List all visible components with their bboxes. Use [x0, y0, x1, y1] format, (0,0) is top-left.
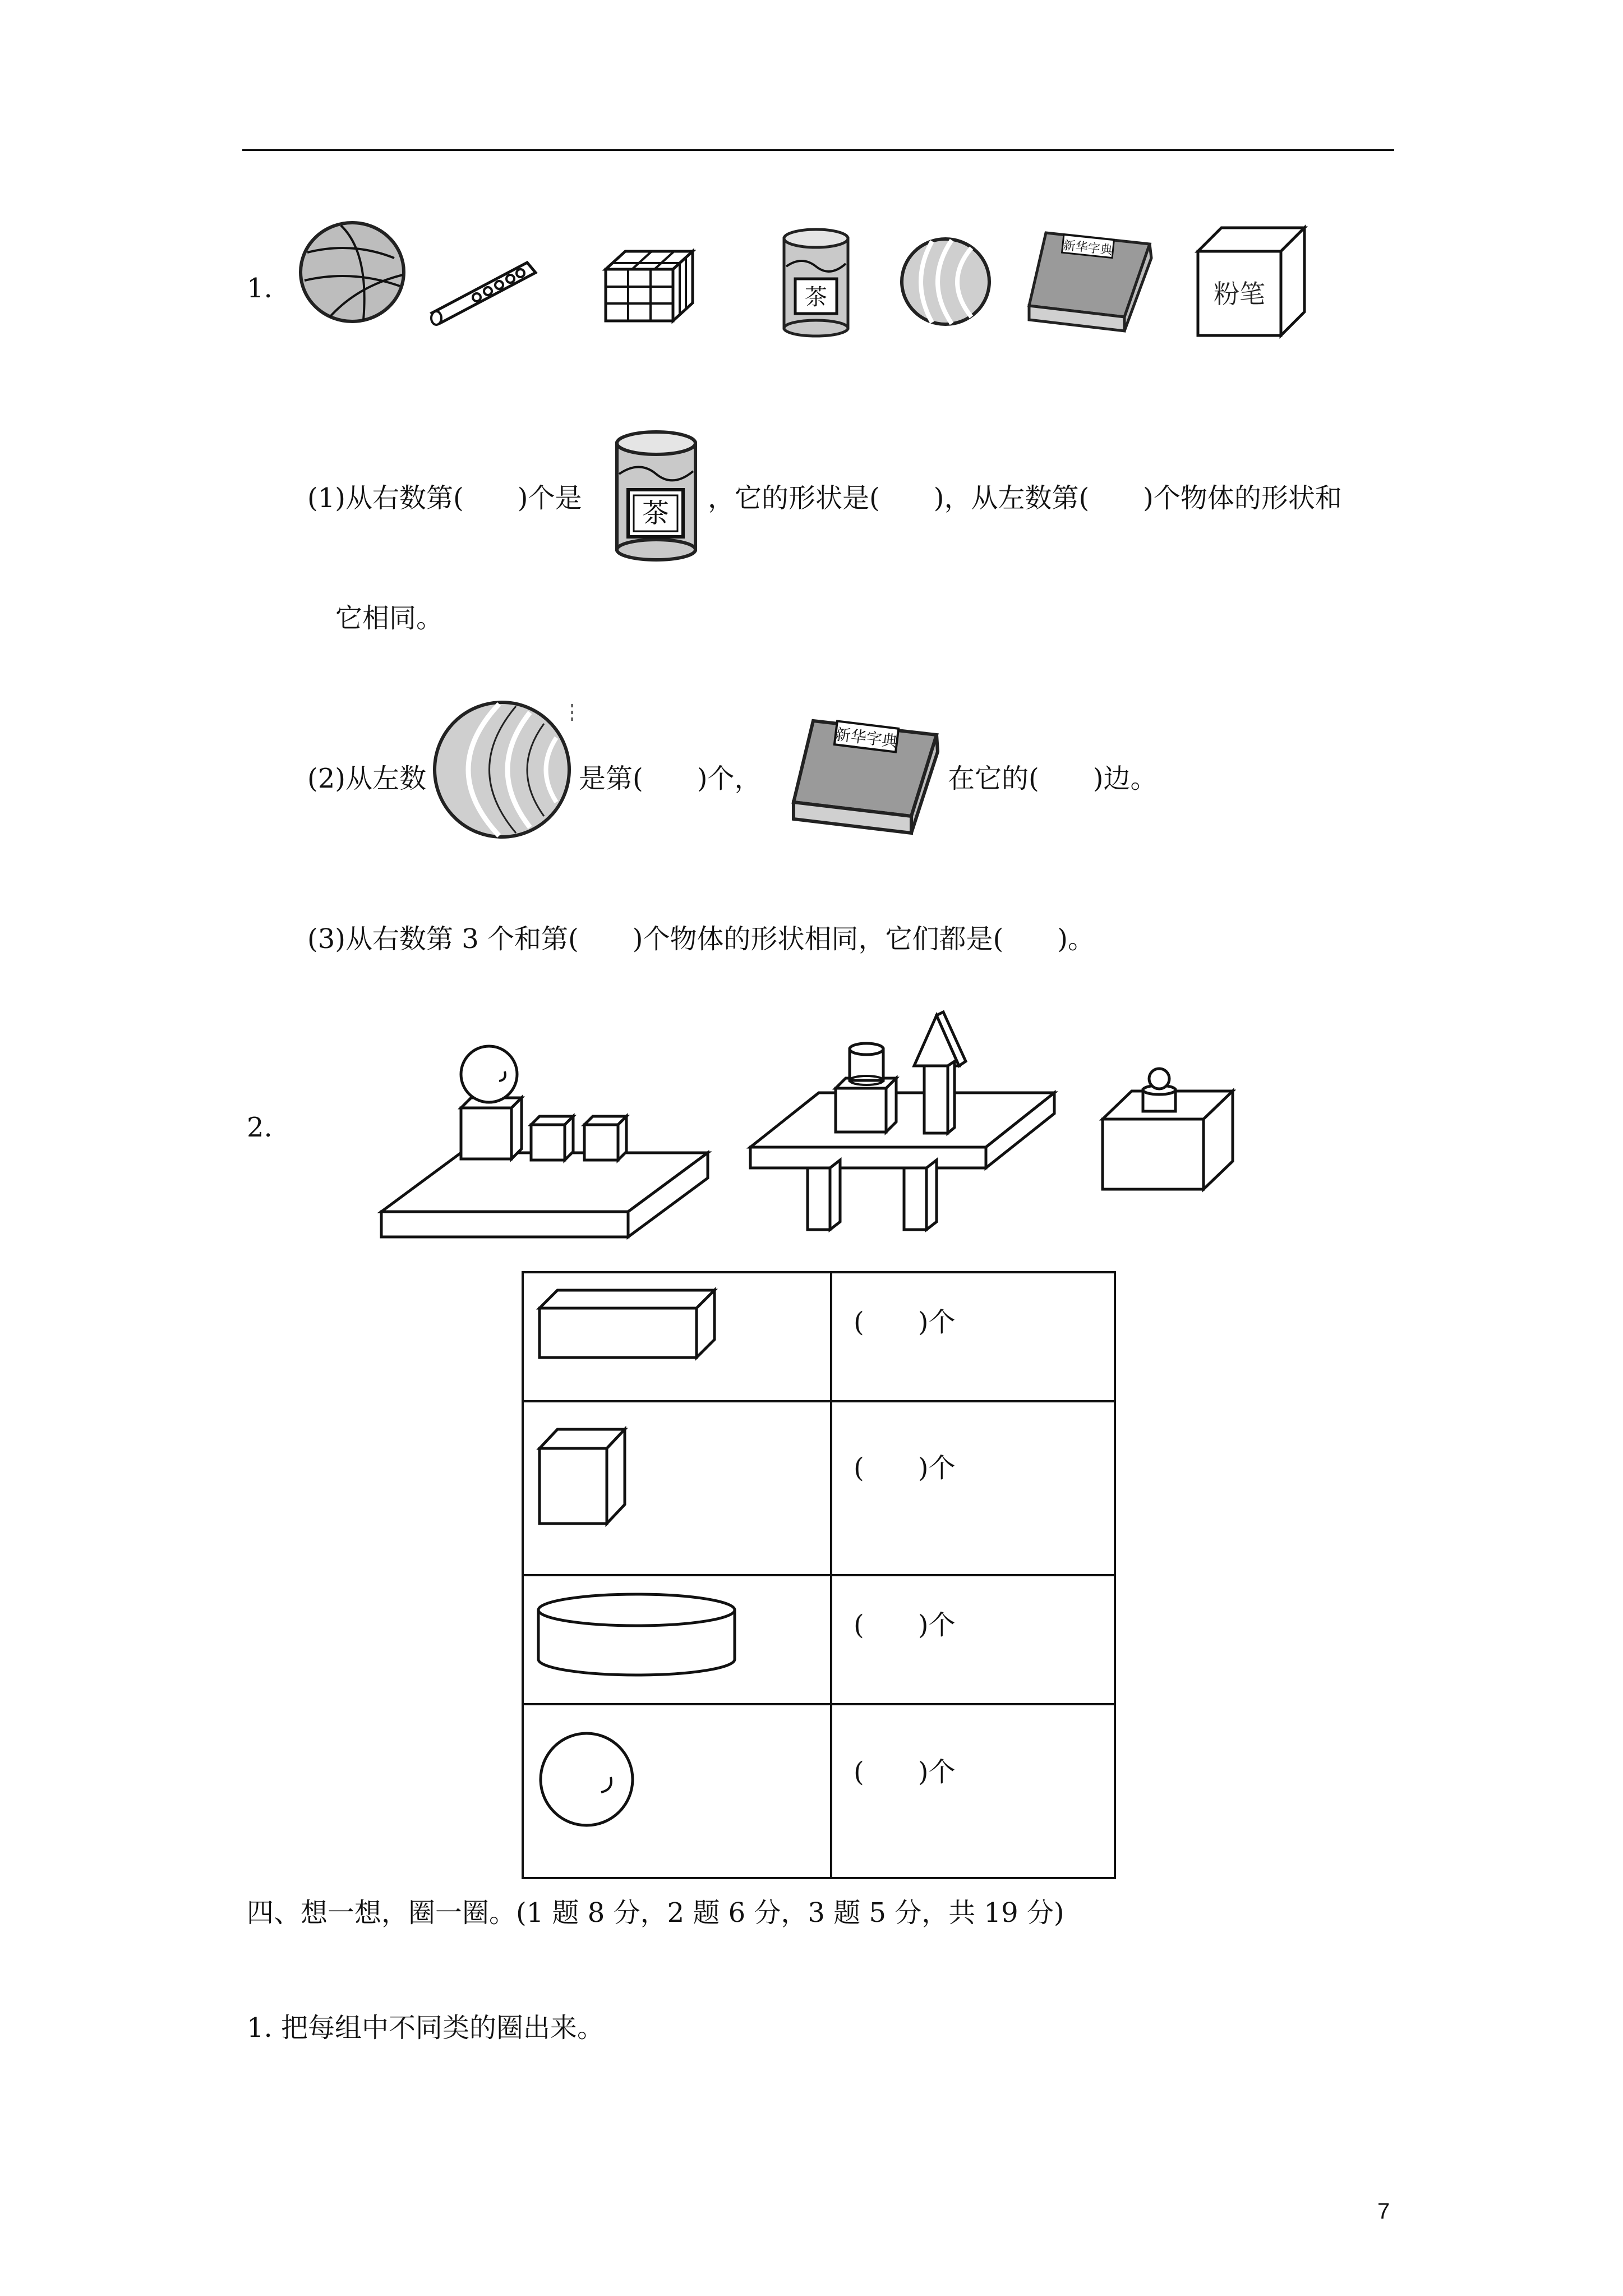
sphere-icon: [535, 1722, 647, 1834]
q1-sub2-text-b: 是第( )个，: [579, 763, 762, 794]
cylinder-cell: [523, 1575, 831, 1704]
table-row: [523, 1272, 1115, 1401]
table-row: [523, 1401, 1115, 1575]
section4-heading: 四、想一想，圈一圈。(1 题 8 分，2 题 6 分，3 题 5 分，共 19 分): [247, 1897, 1064, 1929]
block-scene-a: [377, 1041, 713, 1243]
q1-sub1-text-a: (1)从右数第( )个是: [307, 482, 582, 514]
cube-cell: [523, 1401, 831, 1575]
cuboid-answer-cell[interactable]: [831, 1272, 1115, 1401]
tea-can-icon: [611, 429, 701, 564]
shape-count-table: [522, 1271, 1116, 1879]
striped-ball-icon: [898, 236, 993, 328]
sphere-answer: ( )个: [854, 1756, 956, 1788]
cylinder-answer: ( )个: [854, 1609, 956, 1641]
dictionary-label-large: 新华字典: [834, 725, 899, 751]
cylinder-icon: [534, 1588, 747, 1677]
table-row: [523, 1575, 1115, 1704]
chalk-box-icon: [1195, 224, 1310, 339]
q1-sub2-text-c: 在它的( )边。: [948, 763, 1158, 794]
cube-icon: [535, 1419, 647, 1531]
q2-number: 2.: [247, 1112, 273, 1143]
q1-sub1-text-b: ，它的形状是( )，从左数第( )个物体的形状和: [708, 482, 1342, 514]
q1-number: 1.: [247, 273, 273, 304]
sphere-cell: [523, 1704, 831, 1878]
q1-sub2-text-a: (2)从左数: [307, 763, 426, 794]
q1-sub3-text: (3)从右数第 3 个和第( )个物体的形状相同，它们都是( )。: [307, 923, 1095, 955]
rubiks-cube-icon: [603, 247, 698, 325]
tea-label: 茶: [805, 284, 827, 310]
cuboid-answer: ( )个: [854, 1306, 956, 1338]
table-row: [523, 1704, 1115, 1878]
section4-q1: 1. 把每组中不同类的圈出来。: [247, 2012, 605, 2044]
cylinder-answer-cell[interactable]: [831, 1575, 1115, 1704]
header-rule: [242, 149, 1394, 151]
dictionary-label: 新华字典: [1062, 238, 1113, 258]
cube-answer: ( )个: [854, 1452, 956, 1484]
cuboid-icon: [535, 1285, 726, 1363]
flute-icon: [426, 251, 538, 324]
block-scene-b: [746, 1010, 1060, 1234]
dictionary-icon: [785, 712, 948, 853]
dictionary-icon: [1023, 227, 1158, 339]
cube-answer-cell[interactable]: [831, 1401, 1115, 1575]
striped-ball-icon: [432, 698, 578, 841]
volleyball-icon: [296, 219, 408, 325]
sphere-answer-cell[interactable]: [831, 1704, 1115, 1878]
chalk-label: 粉笔: [1214, 279, 1265, 309]
block-scene-c: [1098, 1069, 1238, 1192]
tea-label-large: 茶: [642, 498, 670, 529]
q1-sub1-text-c: 它相同。: [335, 602, 444, 634]
tea-can-icon: [780, 227, 852, 339]
page-number: 7: [1377, 2199, 1390, 2224]
cuboid-cell: [523, 1272, 831, 1401]
